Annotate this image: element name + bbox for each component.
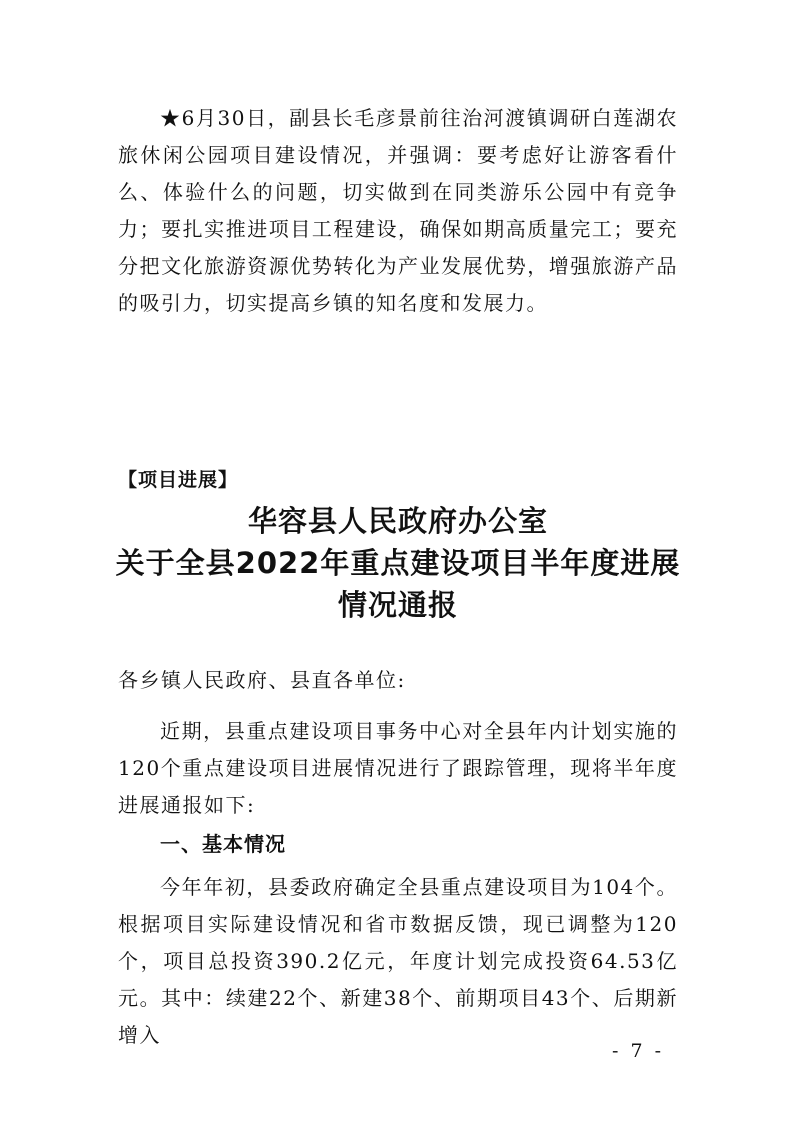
section-heading: 一、基本情况 <box>160 832 286 856</box>
title-line-2: 关于全县2022年重点建设项目半年度进展 <box>115 546 681 580</box>
news-paragraph: ★6月30日，副县长毛彦景前往治河渡镇调研白莲湖农旅休闲公园项目建设情况，并强调：要考虑好让游客看什么、体验什么的问题，切实做到在同类游乐公园中有竞争力；要扎实推进项目工程建设，确保如期高质量完工；要充分把文化旅游资源优势转化为产业发展优势，增强旅游产品的吸引力，切实提高乡镇的知名度和发展力。 <box>118 106 678 315</box>
page-number: - 7 - <box>612 1040 665 1062</box>
title-line-3: 情况通报 <box>337 588 458 622</box>
section-body: 今年年初，县委政府确定全县重点建设项目为104个。根据项目实际建设情况和省市数据反馈，现已调整为120个，项目总投资390.2亿元，年度计划完成投资64.53亿元。其中：续建22个、新建38个、前期项目43个、后期新增入 <box>118 875 678 1047</box>
title-line-1: 华容县人民政府办公室 <box>247 504 548 538</box>
section-tag: 【项目进展】 <box>118 469 239 491</box>
intro-paragraph: 近期，县重点建设项目事务中心对全县年内计划实施的120个重点建设项目进展情况进行了跟踪管理，现将半年度进展通报如下: <box>118 719 678 817</box>
salutation: 各乡镇人民政府、县直各单位: <box>118 668 406 692</box>
